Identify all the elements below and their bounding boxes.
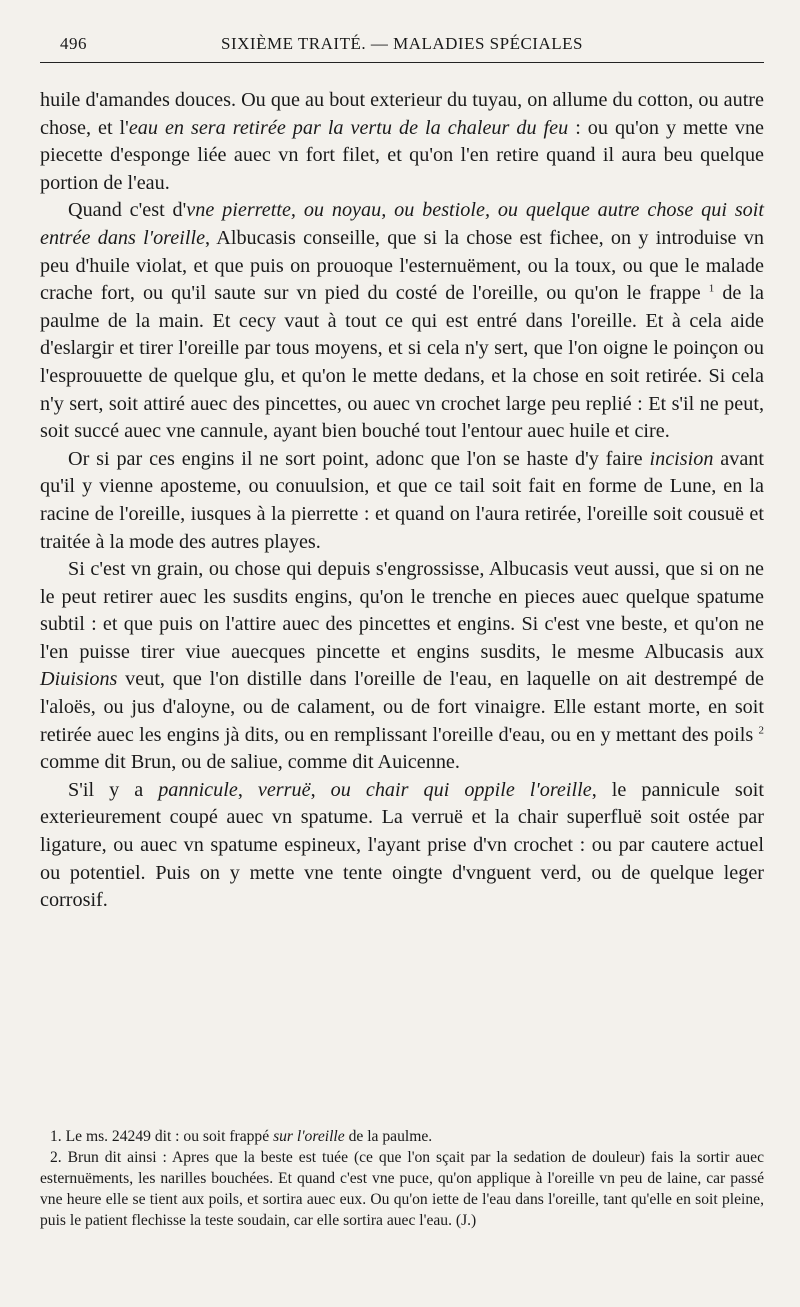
italic-text: incision [649, 447, 714, 470]
text-segment: avant qu'il y vienne aposteme, ou conuulsion, et que ce tail soit fait en forme de Lune, en la racine de l'oreille, iusques à la pierrette : et quand on l'aura retirée, l'oreille soit cousuë et traitée à la mode des autres playes. [40, 447, 764, 553]
text-segment: S'il y a [68, 778, 159, 801]
text-segment: , [237, 778, 258, 801]
paragraph-5 [40, 777, 764, 915]
text-segment: , [310, 778, 331, 801]
footnote-ref: 2 [758, 723, 764, 736]
italic-text: verruë [257, 778, 311, 801]
italic-text: vne pierrette, ou noyau, ou bestiole, ou quelque autre chose qui soit entrée dans l'oreille [40, 199, 764, 249]
running-head: SIXIÈME TRAITÉ. — MALADIES SPÉCIALES [221, 34, 583, 53]
text-segment: Or si par ces engins il ne sort point, adonc que l'on se haste d'y faire [68, 447, 650, 470]
page-header [40, 28, 764, 63]
text-segment: de la paulme de la main. Et cecy vaut à tout ce qui est entré dans l'oreille. Et à cela aide d'eslargir et tirer l'oreille par tous moyens, et si cela n'y sert, que l'on oigne le poinçon ou l'esprouuette de quelque glu, et qu'on le mette dedans, et la chose en soit retirée. Si cela n'y sert, soit attiré auec des pincettes, ou auec vn crochet large peu replié : Et s'il ne peut, soit succé auec vne cannule, ayant bien bouché tout l'entour auec huile et cire. [40, 282, 765, 443]
footnote-ref: 1 [708, 282, 715, 295]
text-segment: 1. Le ms. 24249 dit : ou soit frappé [50, 1128, 274, 1145]
paragraph-3 [40, 446, 764, 556]
italic-text: eau en sera retirée par la vertu de la chaleur du feu [128, 116, 569, 139]
footnote-2 [40, 1147, 764, 1231]
page-number: 496 [60, 34, 87, 53]
text-segment: Si c'est vn grain, ou chose qui depuis s'engrossisse, Albucasis veut aussi, que si on ne le peut retirer auec les susdits engins, qu'on le trenche en pieces auec quelque spatume subtil : et que puis on l'attire auec des pincettes et engins. Si c'est vne beste, et qu'on ne l'en puisse tirer viue auecques pincette et engins susdits, le mesme Albucasis aux [40, 558, 764, 663]
text-segment: huile d'amandes douces. Ou que au bout exterieur du tuyau, on allume du cotton, ou autre chose, et l' [40, 89, 764, 139]
italic-text: sur l'oreille [273, 1128, 345, 1145]
italic-text: pannicule [158, 778, 238, 801]
text-segment: Quand c'est d' [68, 199, 187, 222]
body-text [40, 87, 764, 915]
text-segment: veut, que l'on distille dans l'oreille de l'eau, en laquelle on ait destrempé de l'aloës, ou jus d'aloyne, ou de calament, ou de fort vinaigre. Elle estant morte, en soit retirée auec les engins jà dits, ou en remplissant l'oreille d'eau, ou en y mettant des poils [40, 668, 764, 746]
paragraph-1 [40, 87, 764, 197]
text-segment: , Albucasis conseille, que si la chose est fichee, on y introduise vn peu d'huile violat, et que puis on prouoque l'esternuëment, ou la toux, ou que le malade crache fort, ou qu'il saute sur vn pied du costé de l'oreille, ou qu'on le frappe [40, 226, 764, 305]
text-segment: 2. Brun dit ainsi : Apres que la beste est tuée (ce que l'on sçait par la sedation de douleur) fais la sortir auec esternuëments, les narilles bouchées. Et quand c'est vne puce, qu'on applique à l'oreille vn peu de laine, car passé vne heure elle se tient aux poils, et sortira auec eux. Ou qu'on iette de l'eau dans l'oreille, tant qu'elle en soit pleine, puis le patient flechisse la teste soudain, car elle sortira auec l'eau. (J.) [40, 1149, 764, 1229]
text-segment: : ou qu'on y mette vne piecette d'esponge liée auec vn fort filet, et qu'on l'en retire quand il aura beu quelque portion de l'eau. [40, 116, 765, 194]
text-segment: de la paulme. [344, 1128, 433, 1145]
paragraph-2 [40, 197, 764, 445]
text-segment: , le pannicule soit exterieurement coupé auec vn spatume. La verruë et la chair superfluë soit ostée par ligature, ou auec vn spatume espineux, l'ayant prise d'vn crochet : ou par cautere actuel ou potentiel. Puis on y mette vne tente oingte d'vnguent verd, ou de quelque leger corrosif. [40, 778, 765, 912]
paragraph-4 [40, 556, 764, 777]
footnote-1 [40, 1126, 764, 1147]
footnotes [40, 1126, 764, 1231]
text-segment: comme dit Brun, ou de saliue, comme dit Auicenne. [40, 751, 460, 774]
italic-text: Diuisions [40, 668, 118, 691]
book-page [40, 28, 764, 1278]
italic-text: ou chair qui oppile l'oreille [330, 778, 592, 801]
